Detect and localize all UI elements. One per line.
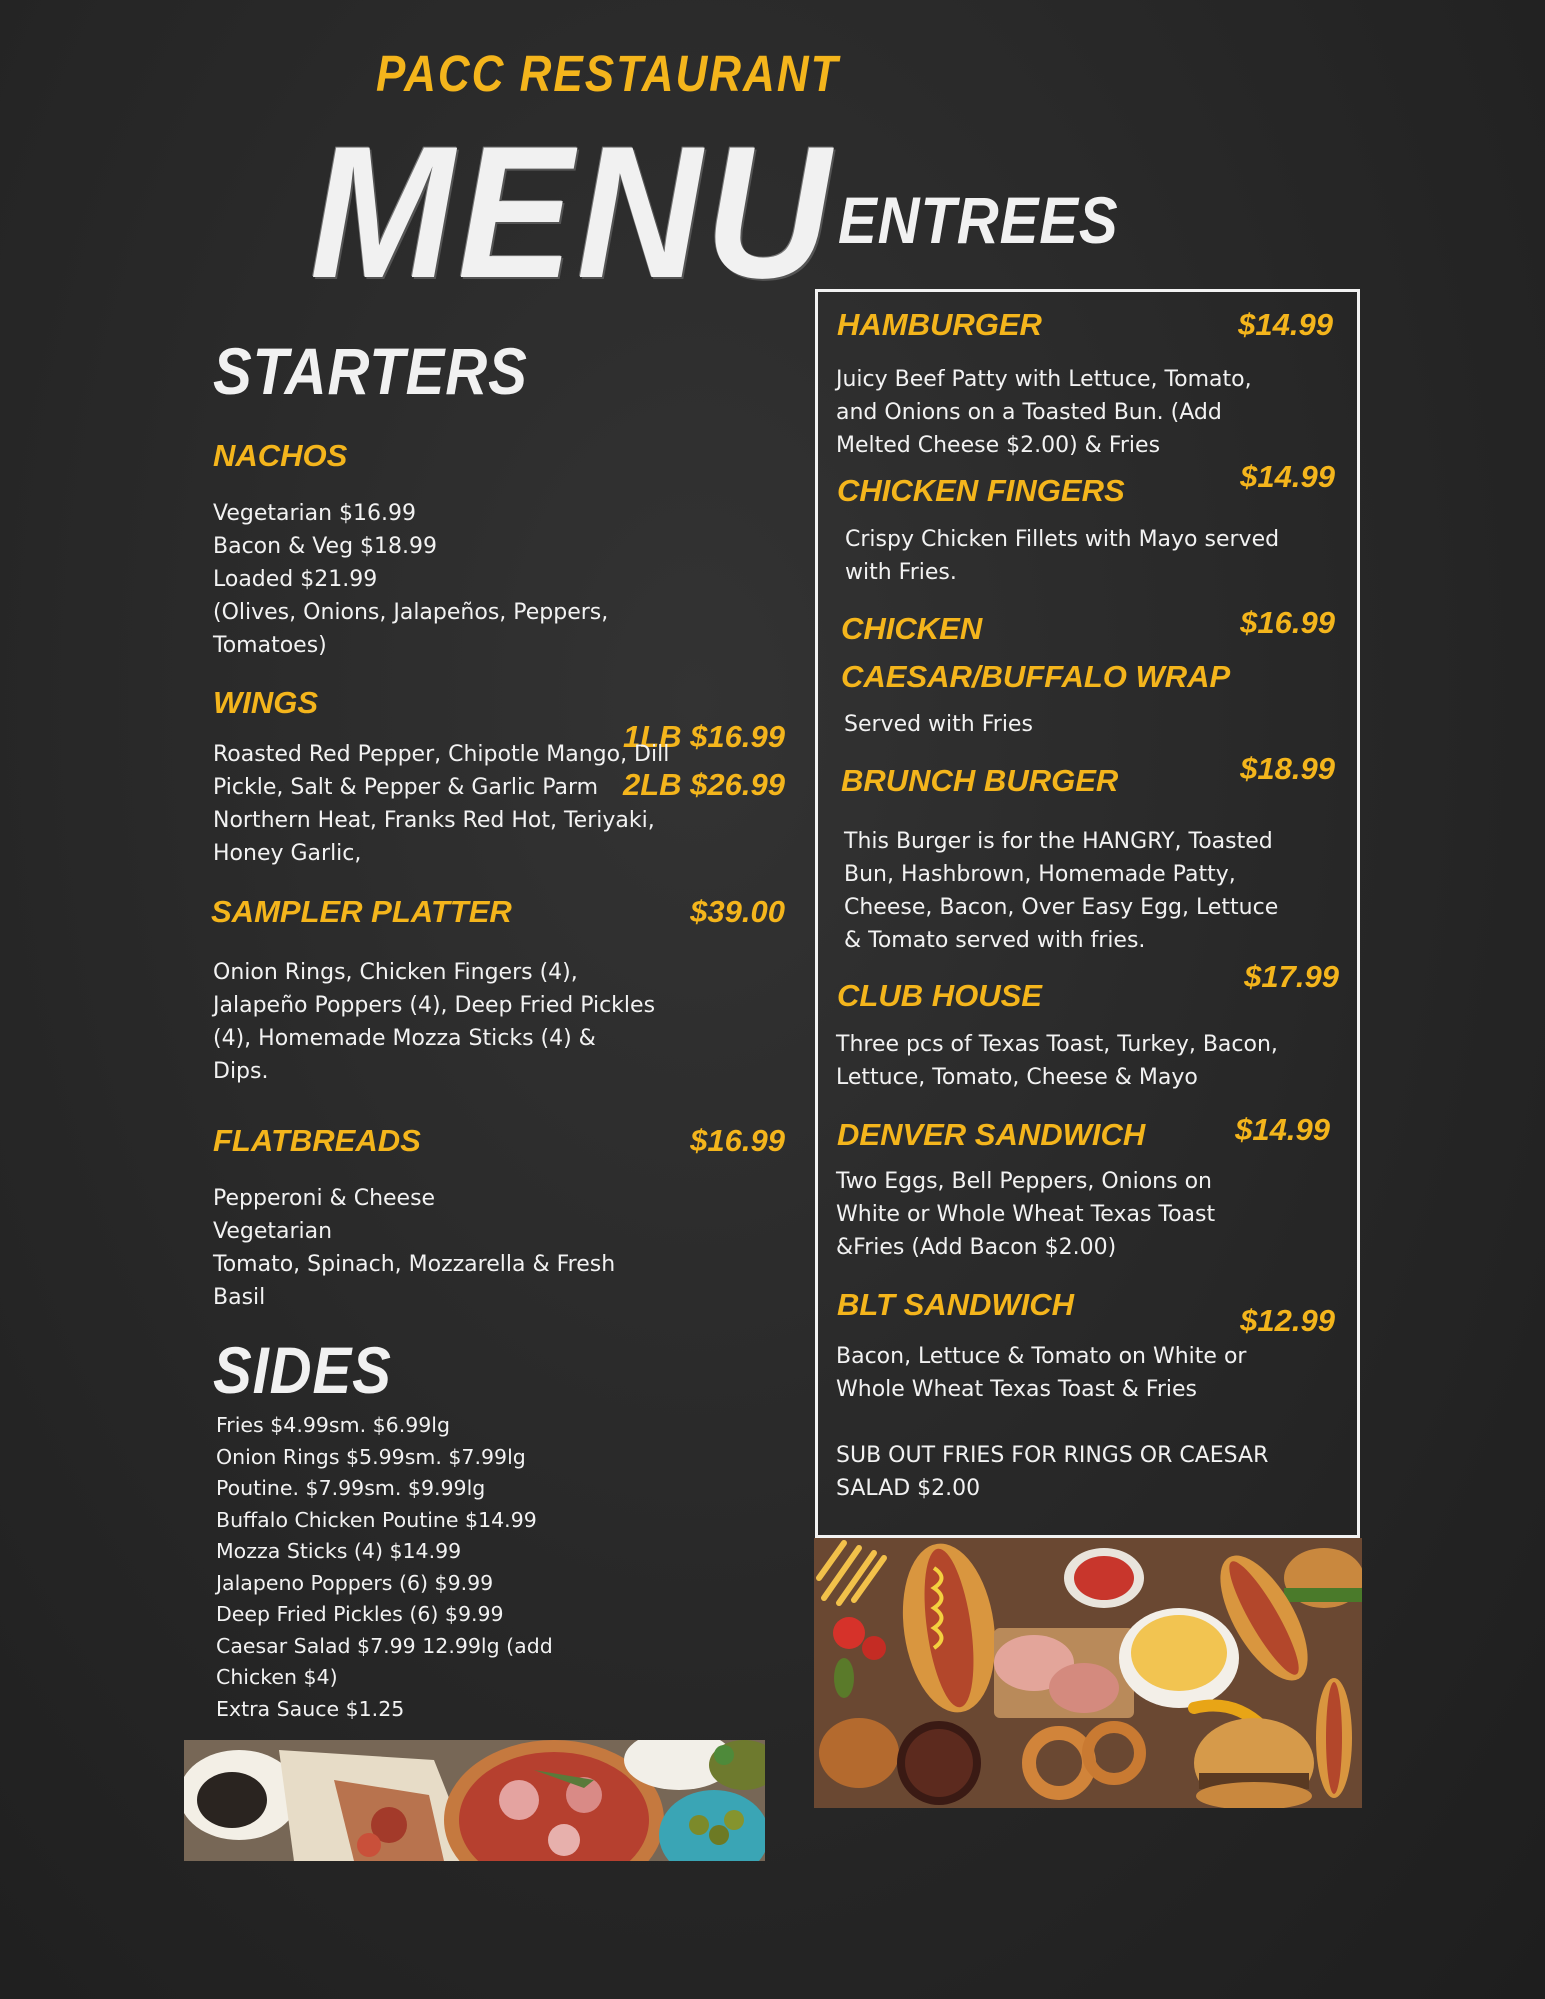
club-house-title: CLUB HOUSE [837,978,1042,1013]
hamburger-title: HAMBURGER [837,307,1042,342]
sampler-description [213,956,655,1088]
blt-sandwich-description [836,1340,1246,1406]
flatbreads-description [213,1182,615,1314]
starters-food-photo [184,1740,765,1861]
wrap-title-line2: CAESAR/BUFFALO WRAP [841,659,1231,694]
wrap-description [844,708,1033,741]
denver-sandwich-price: $14.99 [1235,1112,1330,1147]
desc-line: Three pcs of Texas Toast, Turkey, Bacon, [836,1032,1278,1057]
desc-line: Juicy Beef Patty with Lettuce, Tomato, [836,367,1252,392]
list-item: Caesar Salad $7.99 12.99lg (add [216,1633,553,1658]
desc-line: & Tomato served with fries. [844,928,1146,953]
entrees-food-photo [814,1538,1362,1808]
club-house-description [836,1028,1278,1094]
brunch-burger-title: BRUNCH BURGER [841,763,1119,798]
desc-line: Bacon, Lettuce & Tomato on White or [836,1344,1247,1369]
brunch-burger-description [844,825,1278,957]
desc-line: Northern Heat, Franks Red Hot, Teriyaki, [213,808,655,833]
denver-sandwich-title: DENVER SANDWICH [837,1117,1146,1152]
desc-line: Onion Rings, Chicken Fingers (4), [213,960,578,985]
note-line: SALAD $2.00 [836,1476,981,1501]
desc-line: &Fries (Add Bacon $2.00) [836,1235,1117,1260]
list-item: Extra Sauce $1.25 [216,1696,405,1721]
desc-line: Jalapeño Poppers (4), Deep Fried Pickles [213,993,656,1018]
wrap-price: $16.99 [1240,605,1335,640]
denver-sandwich-description [836,1165,1215,1264]
desc-line: Melted Cheese $2.00) & Fries [836,433,1161,458]
desc-line: Tomatoes) [213,633,327,658]
chicken-fingers-description [845,523,1279,589]
desc-line: Dips. [213,1059,269,1084]
list-item: Poutine. $7.99sm. $9.99lg [216,1476,486,1500]
blt-sandwich-price: $12.99 [1240,1303,1335,1338]
brunch-burger-price: $18.99 [1240,751,1335,786]
entrees-heading: ENTREES [838,183,1119,257]
desc-line: This Burger is for the HANGRY, Toasted [844,829,1273,854]
list-item: Onion Rings $5.99sm. $7.99lg [216,1444,526,1469]
list-item: Mozza Sticks (4) $14.99 [216,1539,462,1563]
hamburger-description [836,363,1252,462]
list-item: Buffalo Chicken Poutine $14.99 [216,1507,537,1532]
desc-line: Vegetarian $16.99 [213,501,417,526]
desc-line: (4), Homemade Mozza Sticks (4) & [213,1026,596,1051]
list-item: Jalapeno Poppers (6) $9.99 [216,1570,494,1595]
desc-line: Loaded $21.99 [213,567,378,592]
club-house-price: $17.99 [1244,959,1339,994]
flatbreads-title: FLATBREADS [213,1123,421,1158]
menu-title: MENU [310,107,834,317]
sampler-price: $39.00 [690,894,785,929]
wings-title: WINGS [213,685,319,720]
desc-line: Bun, Hashbrown, Homemade Patty, [844,862,1236,887]
note-line: SUB OUT FRIES FOR RINGS OR CAESAR [836,1443,1269,1468]
restaurant-name: PACC RESTAURANT [376,46,840,103]
blt-sandwich-title: BLT SANDWICH [837,1287,1075,1322]
desc-line: Served with Fries [844,712,1033,737]
chicken-fingers-price: $14.99 [1240,459,1335,494]
desc-line: Vegetarian [213,1219,333,1244]
wrap-title-line1: CHICKEN [841,611,983,646]
substitution-note [836,1439,1268,1505]
desc-line: (Olives, Onions, Jalapeños, Peppers, [213,600,609,625]
list-item: Chicken $4) [216,1665,338,1689]
sides-heading: SIDES [213,1333,392,1407]
nachos-description [213,497,608,662]
desc-line: Pickle, Salt & Pepper & Garlic Parm [213,775,599,800]
desc-line: White or Whole Wheat Texas Toast [836,1202,1216,1227]
desc-line: Honey Garlic, [213,841,362,866]
starters-heading: STARTERS [213,334,528,408]
desc-line: and Onions on a Toasted Bun. (Add [836,400,1222,425]
list-item: Deep Fried Pickles (6) $9.99 [216,1602,504,1626]
desc-line: Basil [213,1285,266,1310]
desc-line: Cheese, Bacon, Over Easy Egg, Lettuce [844,895,1279,920]
chicken-fingers-title: CHICKEN FINGERS [837,473,1125,508]
list-item: Fries $4.99sm. $6.99lg [216,1413,450,1437]
sides-list [216,1410,553,1725]
desc-line: Two Eggs, Bell Peppers, Onions on [836,1169,1212,1194]
desc-line: Bacon & Veg $18.99 [213,534,438,559]
desc-line: Pepperoni & Cheese [213,1186,436,1211]
desc-line: with Fries. [845,560,957,585]
desc-line: Tomato, Spinach, Mozzarella & Fresh [213,1252,616,1277]
desc-line: Crispy Chicken Fillets with Mayo served [845,527,1280,552]
wings-description [213,738,669,870]
desc-line: Whole Wheat Texas Toast & Fries [836,1377,1198,1402]
sampler-title: SAMPLER PLATTER [211,894,512,929]
nachos-title: NACHOS [213,438,348,473]
hamburger-price: $14.99 [1238,307,1333,342]
wings-price-2lb: 2LB $26.99 [623,767,785,802]
desc-line: Roasted Red Pepper, Chipotle Mango, Dill [213,742,670,767]
flatbreads-price: $16.99 [690,1123,785,1158]
desc-line: Lettuce, Tomato, Cheese & Mayo [836,1065,1198,1090]
wings-price-1lb: 1LB $16.99 [623,719,785,754]
